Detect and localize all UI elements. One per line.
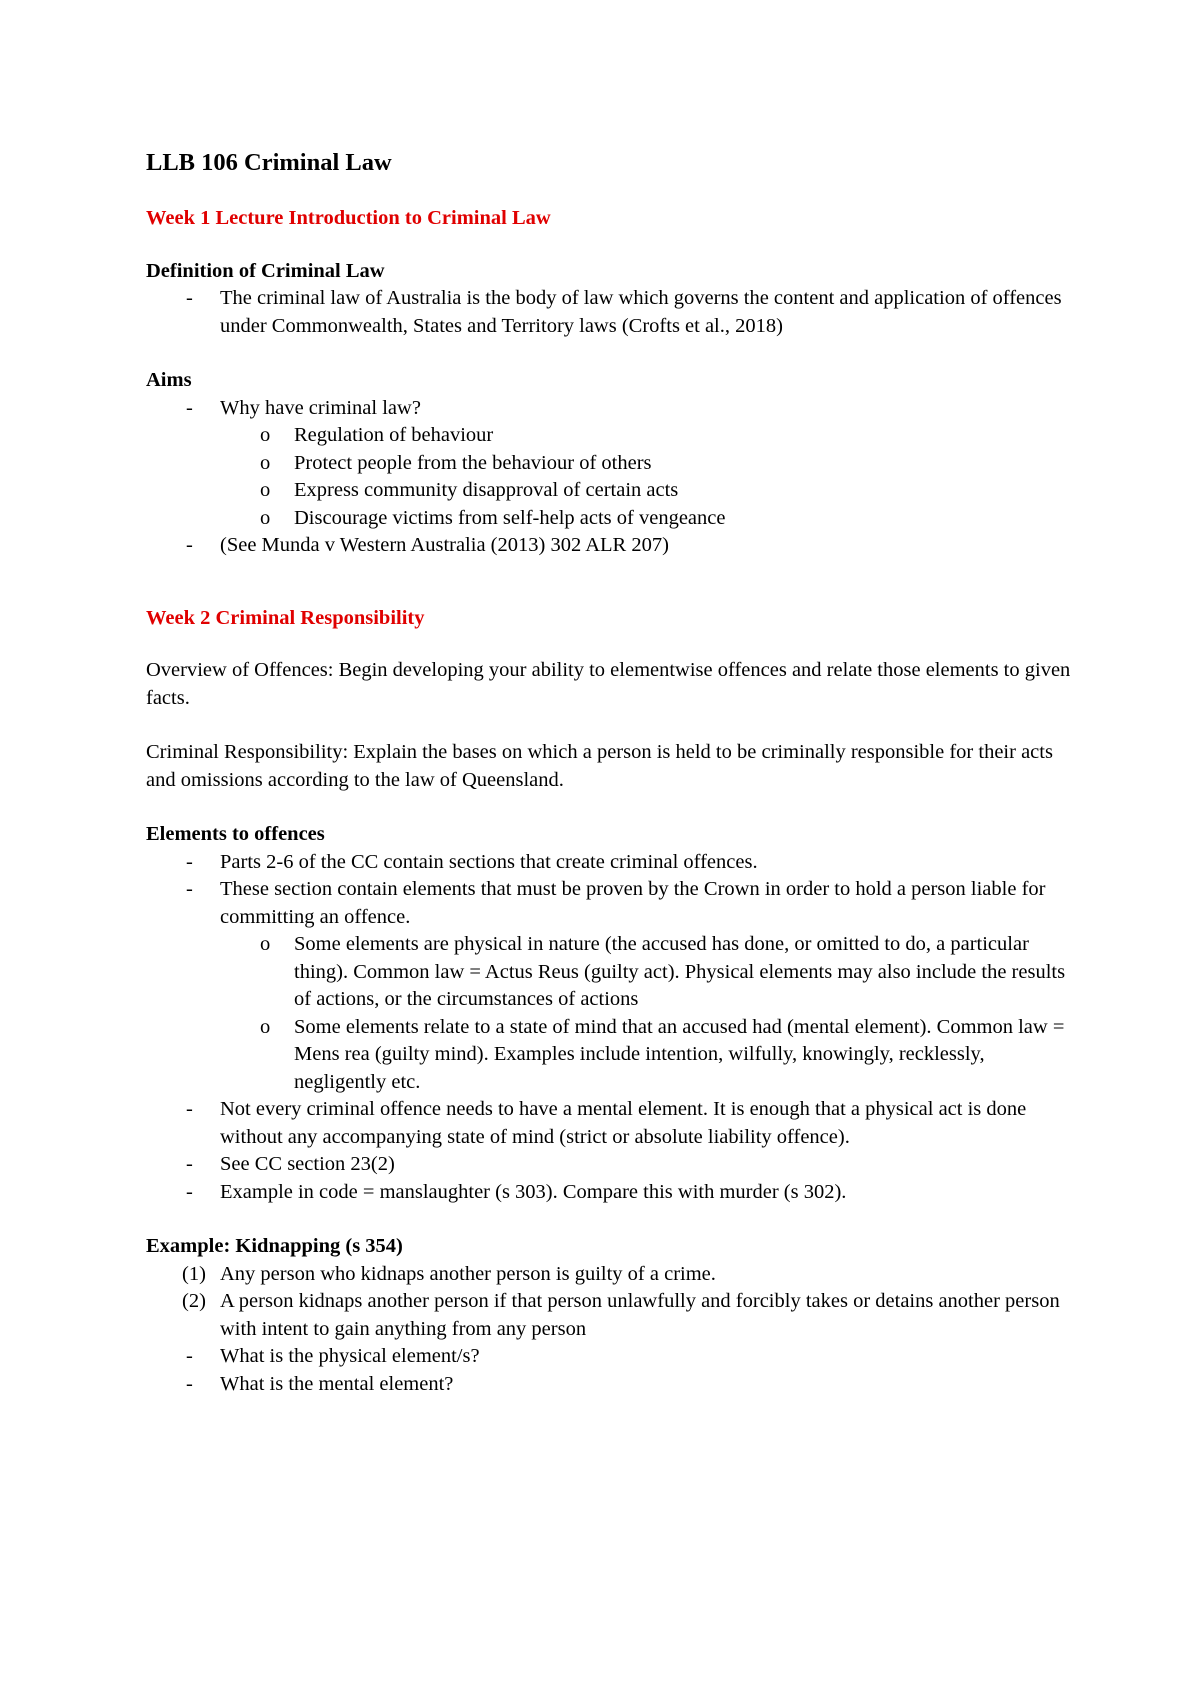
aims-question: Why have criminal law? (220, 396, 421, 419)
element-text: Not every criminal offence needs to have a mental element. It is enough that a physical act is done without any accompanying state of mind (strict or absolute liability offence). (220, 1098, 1027, 1148)
dash-marker: - (186, 396, 193, 419)
list-item (220, 1014, 1076, 1097)
dash-marker: - (186, 1345, 193, 1367)
element-text: Parts 2-6 of the CC contain sections that create criminal offences. (220, 850, 758, 873)
list-item (146, 849, 1076, 877)
list-item (220, 931, 1076, 1014)
example-text: Any person who kidnaps another person is guilty of a crime. (220, 1262, 716, 1285)
dash-marker: - (186, 1372, 193, 1395)
dash-marker: - (186, 850, 193, 873)
list-item (146, 1179, 1076, 1207)
aims-heading: Aims (146, 369, 192, 391)
circle-marker: o (260, 479, 271, 501)
list-item (146, 1261, 1076, 1289)
elements-sublist (220, 931, 1076, 1096)
element-subtext: Some elements relate to a state of mind that an accused had (mental element). Common law = Mens rea (guilty mind). Examples include intention, wilfully, knowingly, recklessly, negligently etc. (294, 1015, 1065, 1093)
aim-text: Regulation of behaviour (294, 424, 494, 446)
list-item (220, 505, 1076, 533)
list-item (146, 285, 1076, 340)
example-text: A person kidnaps another person if that person unlawfully and forcibly takes or detains another person with intent to gain anything from any person (220, 1290, 1060, 1340)
circle-marker: o (260, 933, 271, 955)
element-text: These section contain elements that must be proven by the Crown in order to hold a person liable for committing an offence. (220, 878, 1046, 928)
aim-text: Protect people from the behaviour of others (294, 451, 652, 474)
aims-sublist (220, 422, 1076, 532)
week1-heading: Week 1 Lecture Introduction to Criminal Law (146, 207, 551, 229)
example-questions (146, 1343, 1076, 1398)
list-item (220, 450, 1076, 478)
dash-marker: - (186, 1153, 193, 1175)
list-item (220, 477, 1076, 505)
dash-marker: - (186, 878, 193, 900)
number-marker: (2) (182, 1290, 206, 1312)
list-item (146, 1288, 1076, 1343)
element-text: Example in code = manslaughter (s 303). Compare this with murder (s 302). (220, 1180, 847, 1203)
week2-heading: Week 2 Criminal Responsibility (146, 606, 425, 629)
list-item (146, 1151, 1076, 1179)
document-title: LLB 106 Criminal Law (146, 149, 392, 176)
dash-marker: - (186, 1098, 193, 1120)
circle-marker: o (260, 1015, 271, 1038)
aim-text: Discourage victims from self-help acts of vengeance (294, 506, 726, 529)
element-subtext: Some elements are physical in nature (the accused has done, or omitted to do, a particular thing). Common law = Actus Reus (guilty act). Physical elements may also include the results of actions, or the circumstances of actions (294, 933, 1066, 1010)
definition-heading: Definition of Criminal Law (146, 259, 385, 282)
dash-marker: - (186, 534, 193, 556)
list-item (146, 532, 1076, 560)
circle-marker: o (260, 424, 271, 446)
responsibility-paragraph: Criminal Responsibility: Explain the bases on which a person is held to be criminally responsible for their acts and omissions according to the law of Queensland. (146, 741, 1053, 791)
document-page (146, 148, 1076, 1398)
dash-marker: - (186, 1180, 193, 1203)
case-citation: (See Munda v Western Australia (2013) 302 ALR 207) (220, 534, 669, 556)
list-item (146, 395, 1076, 533)
list-item (146, 1096, 1076, 1151)
aim-text: Express community disapproval of certain acts (294, 479, 679, 501)
definition-list (146, 285, 1076, 340)
elements-heading: Elements to offences (146, 823, 325, 845)
circle-marker: o (260, 506, 271, 529)
circle-marker: o (260, 451, 271, 474)
list-item (220, 422, 1076, 450)
list-item (146, 1343, 1076, 1371)
example-numbered-list (146, 1261, 1076, 1344)
overview-paragraph: Overview of Offences: Begin developing your ability to elementwise offences and relate those elements to given facts. (146, 659, 1071, 709)
list-item (146, 876, 1076, 1096)
example-heading: Example: Kidnapping (s 354) (146, 1235, 403, 1257)
question-text: What is the mental element? (220, 1372, 454, 1395)
dash-marker: - (186, 287, 193, 309)
definition-text: The criminal law of Australia is the body of law which governs the content and application of offences under Commonwealth, States and Territory laws (Crofts et al., 2018) (220, 287, 1062, 337)
aims-list (146, 395, 1076, 560)
question-text: What is the physical element/s? (220, 1345, 480, 1367)
elements-list (146, 849, 1076, 1207)
element-text: See CC section 23(2) (220, 1153, 395, 1175)
number-marker: (1) (182, 1262, 206, 1285)
list-item (146, 1371, 1076, 1399)
